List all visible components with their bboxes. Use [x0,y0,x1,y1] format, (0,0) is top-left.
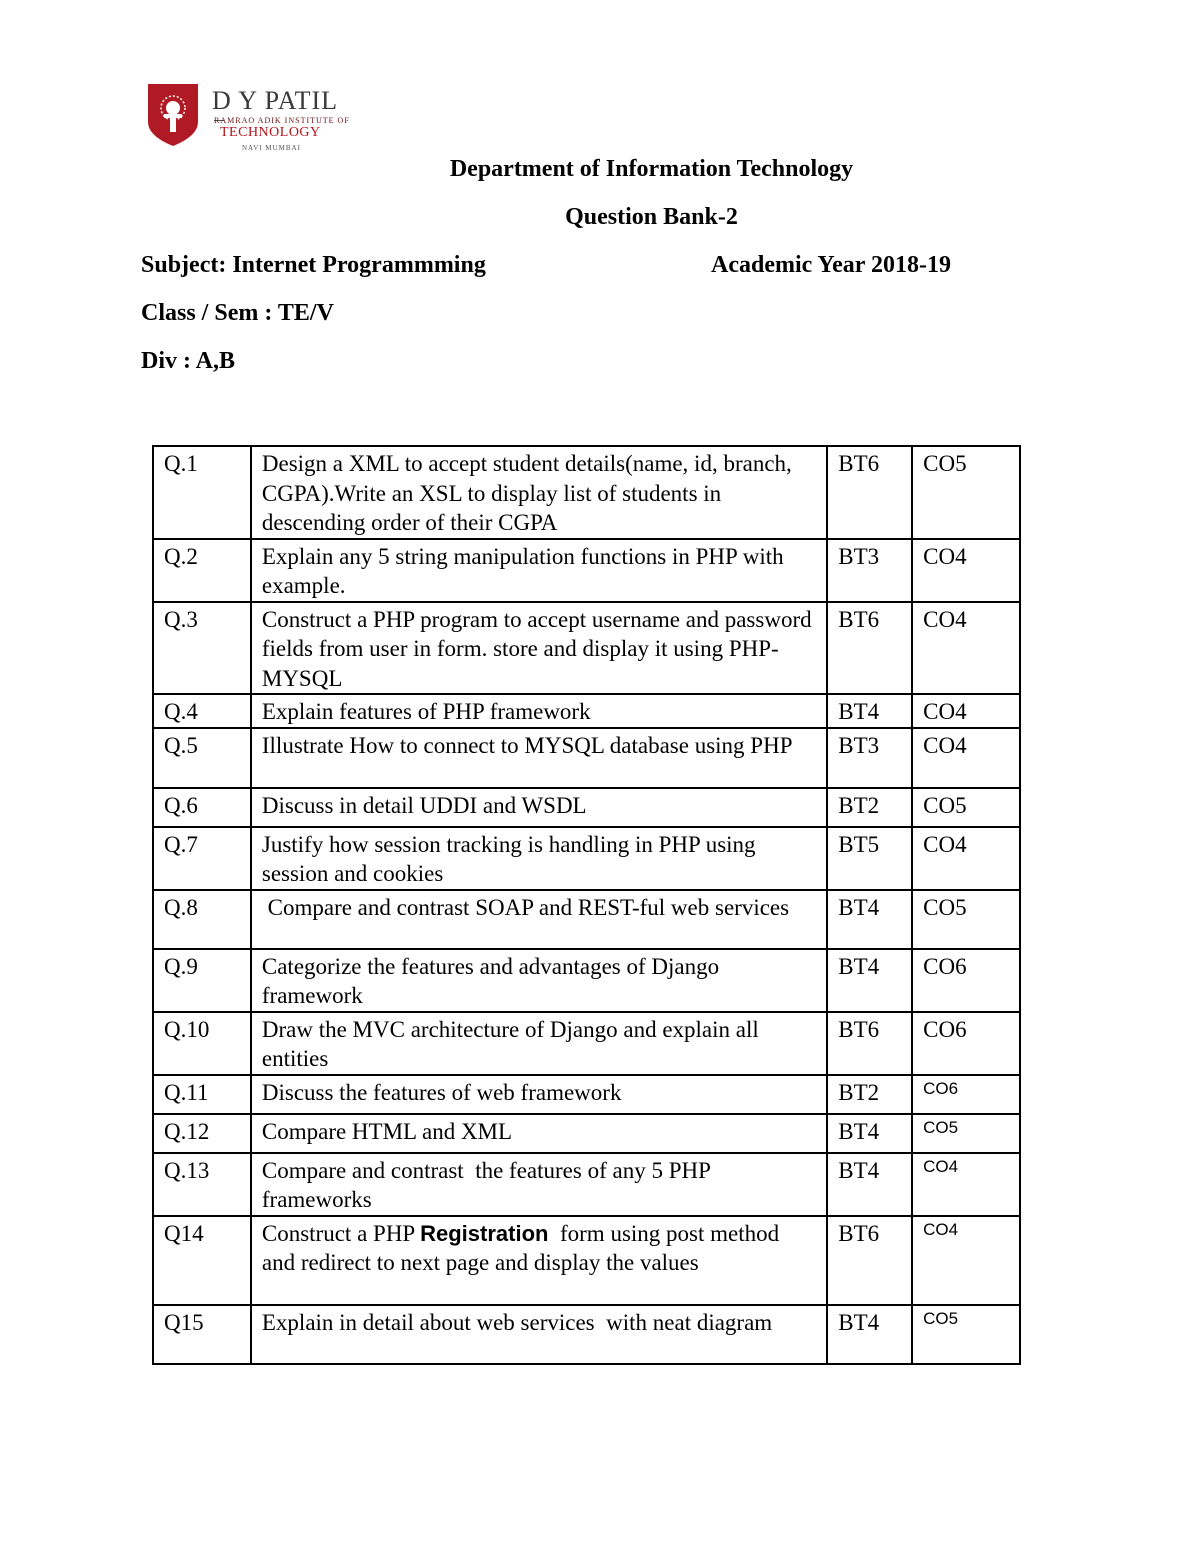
question-text: Discuss in detail UDDI and WSDL [251,788,827,827]
course-outcome: CO5 [912,1114,1020,1153]
subject-line: Subject: Internet Programmming [141,252,486,278]
bloom-level: BT2 [827,788,912,827]
question-number: Q.10 [153,1012,251,1075]
question-text: Design a XML to accept student details(name, id, branch, CGPA).Write an XSL to display list of students in descending order of their CGPA [251,446,827,539]
question-number: Q.9 [153,949,251,1012]
question-text-end: form using post method and redirect to next page and display the values [261,1220,785,1275]
logo-brand: D Y PATIL [212,86,339,115]
question-number: Q.11 [153,1075,251,1114]
table-row [153,728,1020,788]
course-outcome: CO5 [912,446,1020,539]
question-text: Compare and contrast the features of any 5 PHP frameworks [251,1153,827,1216]
table-row [153,1153,1020,1216]
bloom-level: BT5 [827,827,912,890]
question-text [251,1216,827,1305]
bloom-level: BT4 [827,949,912,1012]
course-outcome: CO5 [912,1305,1020,1364]
question-number: Q.13 [153,1153,251,1216]
table-row [153,602,1020,695]
class-sem-line: Class / Sem : TE/V [141,300,334,326]
table-row [153,827,1020,890]
table-row [153,788,1020,827]
table-row [153,694,1020,728]
course-outcome: CO5 [912,890,1020,949]
academic-year: Academic Year 2018-19 [711,252,951,278]
table-row [153,539,1020,602]
table-row [153,1114,1020,1153]
question-text: Draw the MVC architecture of Django and explain all entities [251,1012,827,1075]
table-row [153,1012,1020,1075]
question-text: Justify how session tracking is handling in PHP using session and cookies [251,827,827,890]
course-outcome: CO4 [912,1216,1020,1305]
question-number: Q.1 [153,446,251,539]
bloom-level: BT4 [827,1114,912,1153]
logo-city: NAVI MUMBAI [242,144,301,152]
bloom-level: BT3 [827,539,912,602]
course-outcome: CO4 [912,827,1020,890]
logo-technology: TECHNOLOGY [220,125,321,140]
table-row [153,890,1020,949]
question-text: Explain features of PHP framework [251,694,827,728]
course-outcome: CO6 [912,1012,1020,1075]
div-line: Div : A,B [141,348,236,374]
course-outcome: CO6 [912,1075,1020,1114]
question-table [152,445,1021,1365]
table-row [153,446,1020,539]
question-number: Q.2 [153,539,251,602]
course-outcome: CO4 [912,602,1020,695]
table-row [153,1216,1020,1305]
bloom-level: BT4 [827,694,912,728]
bloom-level: BT2 [827,1075,912,1114]
question-text: Illustrate How to connect to MYSQL database using PHP [251,728,827,788]
question-number: Q15 [153,1305,251,1364]
question-text-bold: Registration [420,1220,549,1246]
question-number: Q.7 [153,827,251,890]
question-text: Construct a PHP program to accept username and password fields from user in form. store and display it using PHP-MYSQL [251,602,827,695]
question-number: Q.3 [153,602,251,695]
bloom-level: BT3 [827,728,912,788]
question-number: Q.8 [153,890,251,949]
table-row [153,1305,1020,1364]
bloom-level: BT6 [827,446,912,539]
question-number: Q.5 [153,728,251,788]
bloom-level: BT4 [827,1153,912,1216]
question-text: Explain any 5 string manipulation functions in PHP with example. [251,539,827,602]
table-row [153,949,1020,1012]
question-bank-title: Question Bank-2 [565,204,738,230]
question-text: Compare HTML and XML [251,1114,827,1153]
question-text-start: Construct a PHP [261,1220,421,1246]
question-text: Compare and contrast SOAP and REST-ful web services [251,890,827,949]
bloom-level: BT4 [827,890,912,949]
bloom-level: BT6 [827,1216,912,1305]
course-outcome: CO4 [912,1153,1020,1216]
course-outcome: CO4 [912,539,1020,602]
question-number: Q.12 [153,1114,251,1153]
bloom-level: BT4 [827,1305,912,1364]
bloom-level: BT6 [827,1012,912,1075]
logo-subtitle: RAMRAO ADIK INSTITUTE OF [214,116,350,125]
question-text: Explain in detail about web services with neat diagram [251,1305,827,1364]
shield-emblem-icon [146,78,206,148]
question-number: Q14 [153,1216,251,1305]
question-text: Discuss the features of web framework [251,1075,827,1114]
course-outcome: CO5 [912,788,1020,827]
course-outcome: CO4 [912,728,1020,788]
course-outcome: CO6 [912,949,1020,1012]
question-number: Q.6 [153,788,251,827]
question-text: Categorize the features and advantages of Django framework [251,949,827,1012]
department-title: Department of Information Technology [449,156,854,182]
institute-logo [146,78,350,158]
question-number: Q.4 [153,694,251,728]
bloom-level: BT6 [827,602,912,695]
course-outcome: CO4 [912,694,1020,728]
table-row [153,1075,1020,1114]
